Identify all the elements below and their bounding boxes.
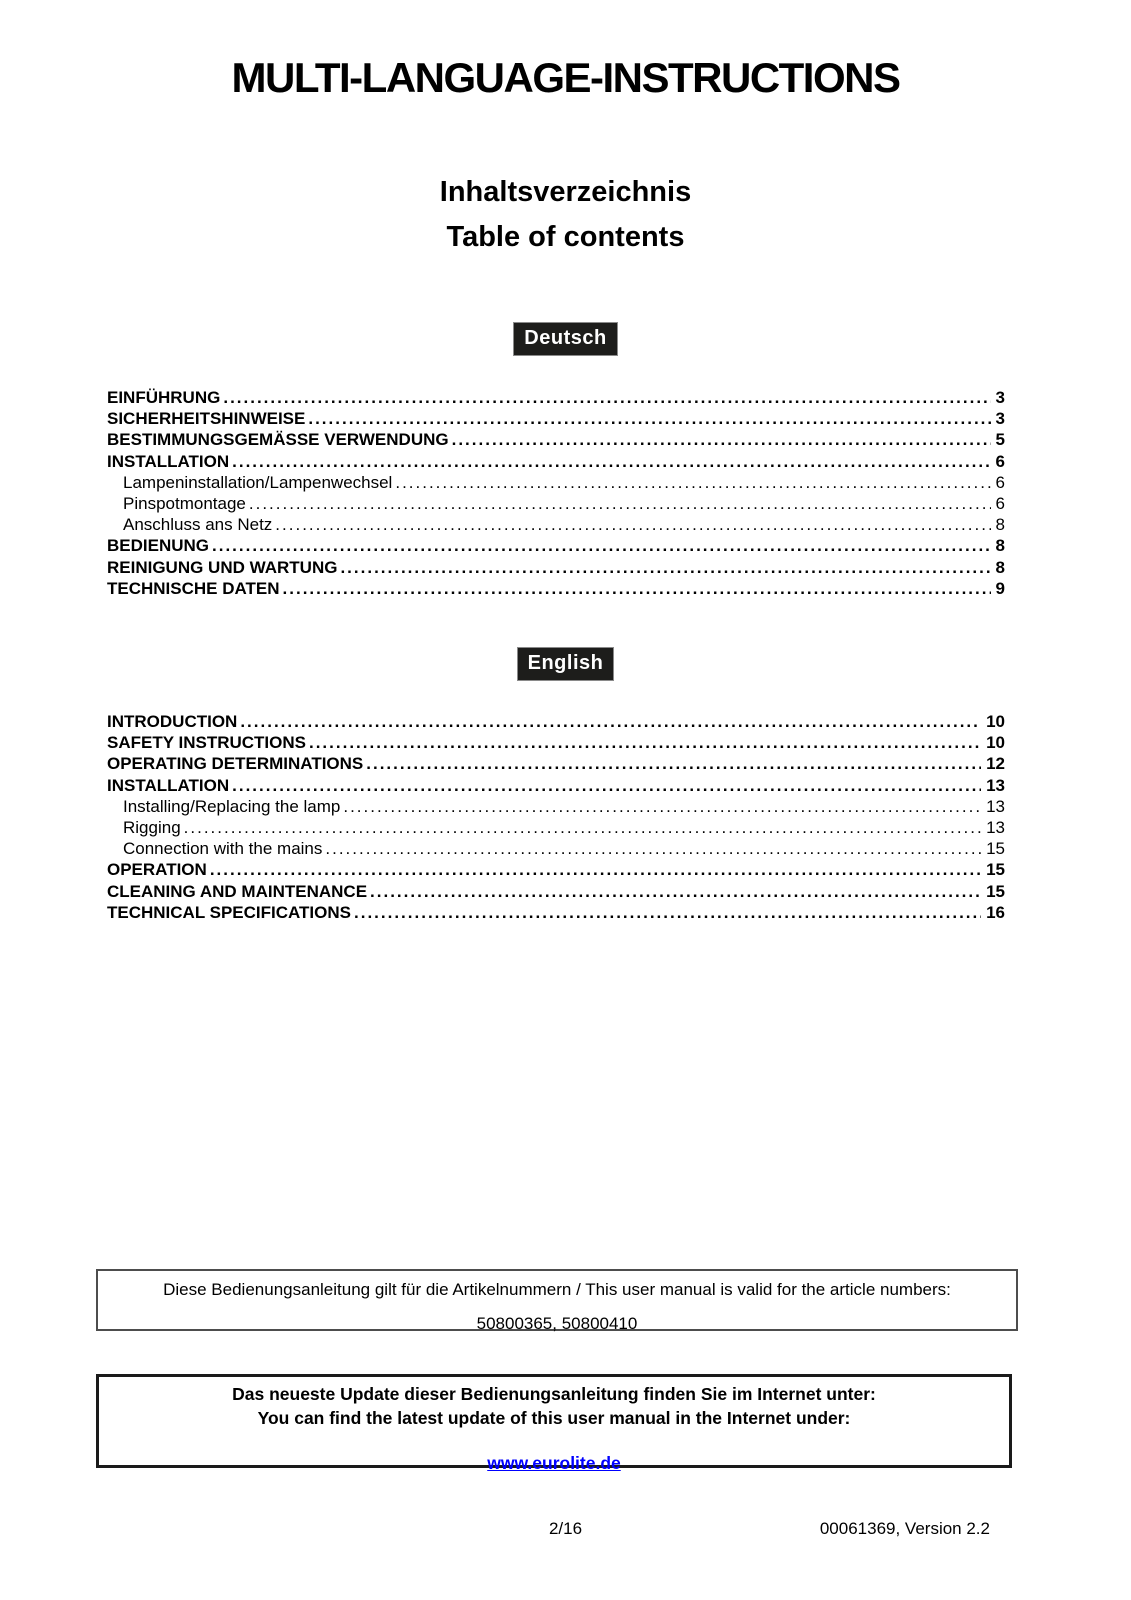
language-badge-english: English (517, 647, 615, 681)
toc-page-number: 3 (995, 388, 1005, 407)
language-badge-deutsch: Deutsch (513, 322, 617, 356)
toc-leader-dots (309, 733, 981, 753)
toc-entry (107, 473, 1005, 494)
page-title: MULTI-LANGUAGE-INSTRUCTIONS (231, 54, 900, 101)
toc-entry (107, 430, 1005, 451)
toc-leader-dots (223, 388, 990, 408)
article-numbers-note: Diese Bedienungsanleitung gilt für die Artikelnummern / This user manual is valid for the article numbers: (163, 1280, 951, 1299)
toc-entry-label: Installing/Replacing the lamp (123, 796, 341, 816)
footer-page-number: 2/16 (548, 1519, 583, 1538)
toc-leader-dots (370, 882, 981, 902)
toc-entry (107, 882, 1005, 903)
toc-leader-dots (210, 860, 981, 880)
toc-entry (107, 515, 1005, 536)
toc-page-number: 13 (986, 775, 1005, 795)
toc-page-number: 16 (986, 902, 1005, 922)
toc-entry-label: Connection with the mains (123, 839, 323, 859)
toc-page-number: 15 (986, 839, 1005, 859)
toc-entry (107, 733, 1005, 754)
toc-entry (107, 839, 1005, 860)
toc-leader-dots (232, 452, 990, 472)
toc-leader-dots (343, 797, 981, 817)
toc-entry (107, 579, 1005, 600)
toc-leader-dots (354, 903, 981, 923)
toc-entry (107, 409, 1005, 430)
article-numbers-box (96, 1269, 1018, 1331)
toc-entry-label: Rigging (123, 817, 181, 837)
toc-entry (107, 712, 1005, 733)
toc-leader-dots (452, 430, 991, 450)
toc-page-number: 10 (986, 712, 1005, 731)
toc-leader-dots (232, 776, 981, 796)
toc-entry (107, 452, 1005, 473)
toc-entry-label: EINFÜHRUNG (107, 388, 221, 407)
toc-page-number: 15 (986, 860, 1005, 880)
toc-entry-label: BESTIMMUNGSGEMÄSSE VERWENDUNG (107, 430, 449, 450)
toc-entry-label: OPERATING DETERMINATIONS (107, 754, 364, 774)
update-link-row (99, 1453, 1009, 1474)
toc-entry (107, 558, 1005, 579)
footer-version-text: 00061369, Version 2.2 (819, 1519, 990, 1538)
contents-heading-english: Table of contents (446, 221, 685, 253)
toc-entry-label: Pinspotmontage (123, 493, 246, 513)
toc-leader-dots (275, 515, 990, 535)
toc-section-english (107, 712, 1005, 924)
toc-page-number: 13 (986, 817, 1005, 837)
toc-entry-label: BEDIENUNG (107, 536, 210, 556)
toc-entry-label: CLEANING AND MAINTENANCE (107, 881, 368, 901)
toc-leader-dots (340, 558, 990, 578)
toc-page-number: 12 (986, 754, 1005, 774)
toc-entry-label: Anschluss ans Netz (123, 515, 273, 535)
toc-entry-label: INTRODUCTION (107, 712, 238, 731)
update-note-english: You can find the latest update of this user manual in the Internet under: (257, 1408, 851, 1428)
toc-entry (107, 903, 1005, 924)
update-note-german: Das neueste Update dieser Bedienungsanleitung finden Sie im Internet unter: (232, 1384, 876, 1404)
toc-page-number: 8 (995, 515, 1005, 535)
toc-page-number: 6 (995, 472, 1005, 492)
toc-leader-dots (240, 712, 981, 732)
toc-entry-label: OPERATION (107, 860, 207, 880)
toc-page-number: 13 (986, 796, 1005, 816)
toc-leader-dots (395, 473, 990, 493)
toc-entry (107, 860, 1005, 881)
toc-entry-label: SICHERHEITSHINWEISE (107, 409, 306, 429)
toc-section-deutsch (107, 388, 1005, 600)
toc-page-number: 8 (995, 536, 1005, 556)
toc-entry-label: INSTALLATION (107, 775, 230, 795)
toc-entry (107, 754, 1005, 775)
toc-entry-label: Lampeninstallation/Lampenwechsel (123, 472, 393, 492)
toc-entry (107, 776, 1005, 797)
toc-leader-dots (308, 409, 990, 429)
toc-entry-label: TECHNISCHE DATEN (107, 578, 280, 598)
toc-leader-dots (325, 839, 981, 859)
toc-leader-dots (366, 754, 981, 774)
toc-entry (107, 818, 1005, 839)
toc-page-number: 5 (995, 430, 1005, 450)
manual-update-box (96, 1374, 1012, 1473)
toc-page-number: 15 (986, 881, 1005, 901)
article-numbers-values: 50800365, 50800410 (476, 1314, 638, 1333)
toc-leader-dots (283, 579, 991, 599)
toc-entry (107, 536, 1005, 557)
toc-entry-label: INSTALLATION (107, 451, 230, 471)
toc-leader-dots (184, 818, 981, 838)
language-badge-english-wrap (0, 647, 1131, 681)
toc-entry (107, 797, 1005, 818)
eurolite-website-link[interactable]: www.eurolite.de (487, 1453, 621, 1473)
toc-leader-dots (249, 494, 991, 514)
toc-entry-label: TECHNICAL SPECIFICATIONS (107, 902, 351, 922)
toc-entry (107, 494, 1005, 515)
toc-page-number: 9 (995, 578, 1005, 598)
toc-entry-label: REINIGUNG UND WARTUNG (107, 557, 338, 577)
contents-heading (0, 170, 1131, 260)
language-badge-deutsch-wrap (0, 322, 1131, 356)
toc-page-number: 8 (995, 557, 1005, 577)
toc-page-number: 10 (986, 733, 1005, 753)
toc-page-number: 6 (995, 493, 1005, 513)
toc-entry-label: SAFETY INSTRUCTIONS (107, 733, 306, 753)
toc-page-number: 3 (995, 409, 1005, 429)
toc-entry (107, 388, 1005, 409)
toc-leader-dots (212, 536, 991, 556)
contents-heading-german: Inhaltsverzeichnis (439, 176, 692, 208)
toc-page-number: 6 (995, 451, 1005, 471)
